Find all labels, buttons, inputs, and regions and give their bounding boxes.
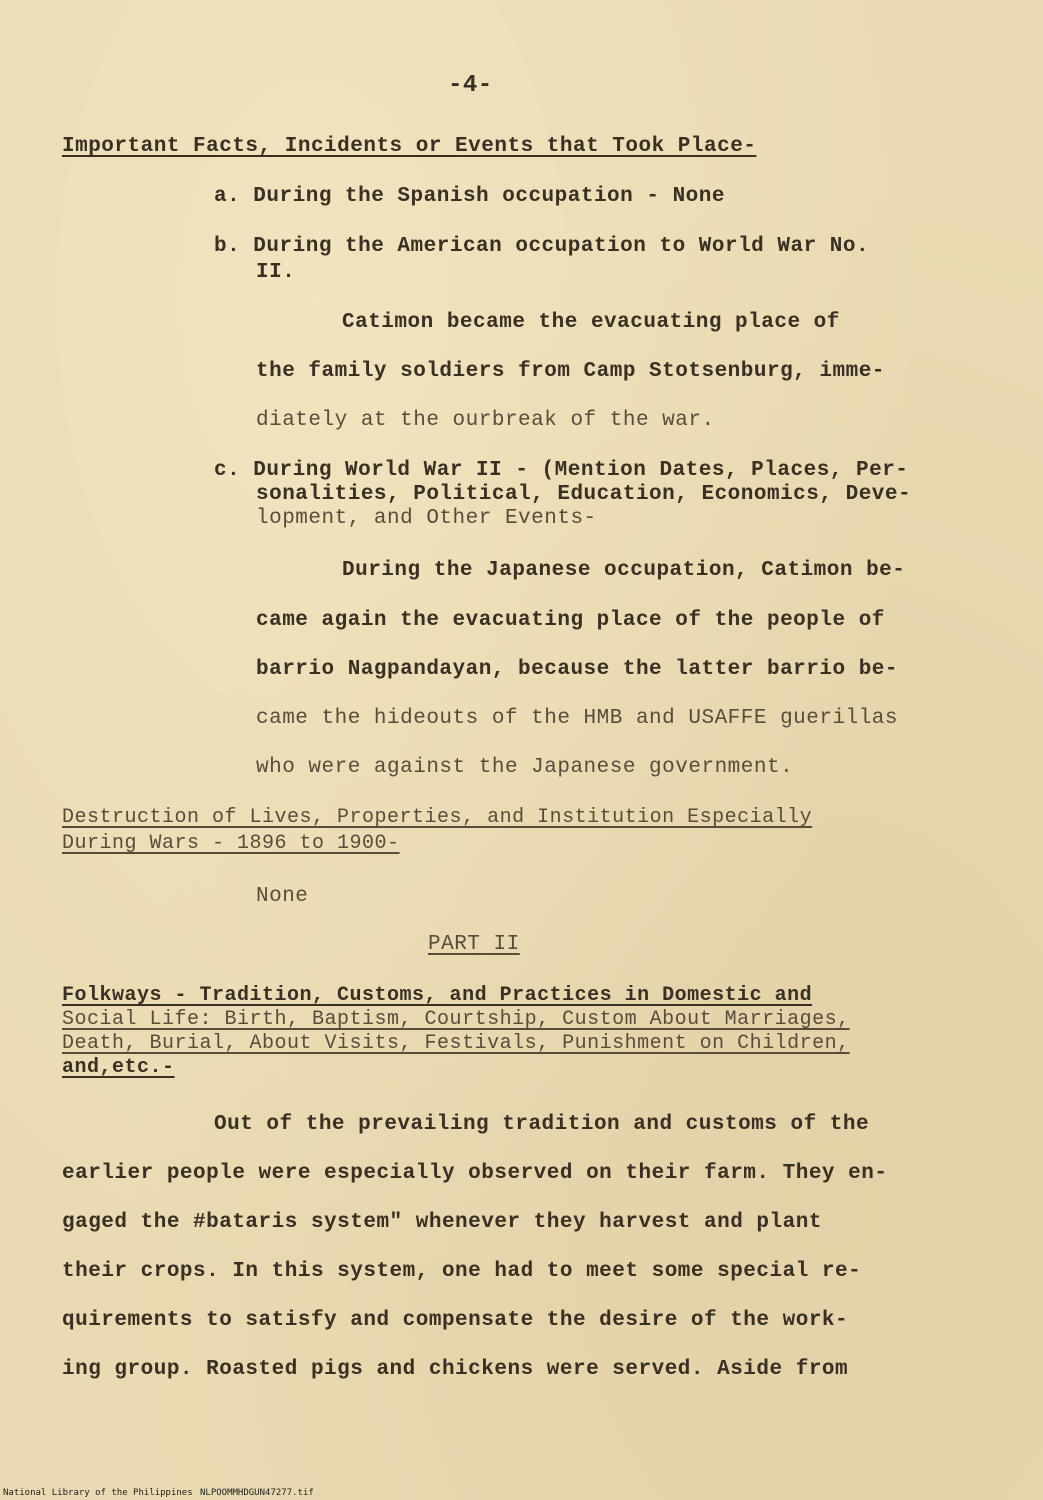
- para-f-line-4: their crops. In this system, one had to meet some special re-: [62, 1260, 862, 1283]
- footer-file: NLPOOMMHDGUN47277.tif: [200, 1488, 314, 1498]
- para-b-line-3: diately at the ourbreak of the war.: [256, 409, 715, 432]
- para-f-line-1: Out of the prevailing tradition and customs of the: [214, 1113, 870, 1136]
- item-b-line-1: b. During the American occupation to World War No.: [214, 235, 870, 258]
- heading-destruction-line-2: During Wars - 1896 to 1900-: [62, 832, 400, 855]
- heading-folkways-line-4: and,etc.-: [62, 1056, 175, 1079]
- item-a: a. During the Spanish occupation - None: [214, 185, 725, 208]
- para-c-line-5: who were against the Japanese government.: [256, 756, 794, 779]
- heading-events: Important Facts, Incidents or Events that Took Place-: [62, 135, 757, 158]
- item-c-line-3: lopment, and Other Events-: [256, 507, 597, 530]
- para-c-line-1: During the Japanese occupation, Catimon be-: [342, 559, 906, 582]
- part-title: PART II: [428, 933, 520, 956]
- para-f-line-3: gaged the #bataris system" whenever they harvest and plant: [62, 1211, 822, 1234]
- item-b-line-2: II.: [256, 261, 296, 284]
- para-b-line-2: the family soldiers from Camp Stotsenburg, imme-: [256, 360, 885, 383]
- para-f-line-2: earlier people were especially observed on their farm. They en-: [62, 1162, 888, 1185]
- para-f-line-6: ing group. Roasted pigs and chickens were served. Aside from: [62, 1358, 849, 1381]
- item-c-line-2: sonalities, Political, Education, Economics, Deve-: [256, 483, 912, 506]
- heading-folkways-line-2: Social Life: Birth, Baptism, Courtship, Custom About Marriages,: [62, 1008, 850, 1031]
- para-c-line-4: came the hideouts of the HMB and USAFFE guerillas: [256, 707, 899, 730]
- destruction-value: None: [256, 885, 309, 908]
- para-b-line-1: Catimon became the evacuating place of: [342, 311, 840, 334]
- footer-library: National Library of the Philippines: [3, 1488, 193, 1498]
- item-c-line-1: c. During World War II - (Mention Dates, Places, Per-: [214, 459, 909, 482]
- heading-folkways-line-1: Folkways - Tradition, Customs, and Practices in Domestic and: [62, 984, 813, 1007]
- para-c-line-3: barrio Nagpandayan, because the latter barrio be-: [256, 658, 899, 681]
- para-c-line-2: came again the evacuating place of the people of: [256, 609, 885, 632]
- heading-folkways-line-3: Death, Burial, About Visits, Festivals, Punishment on Children,: [62, 1032, 850, 1055]
- page-number: -4-: [448, 72, 493, 99]
- heading-destruction-line-1: Destruction of Lives, Properties, and Institution Especially: [62, 806, 813, 829]
- para-f-line-5: quirements to satisfy and compensate the desire of the work-: [62, 1309, 849, 1332]
